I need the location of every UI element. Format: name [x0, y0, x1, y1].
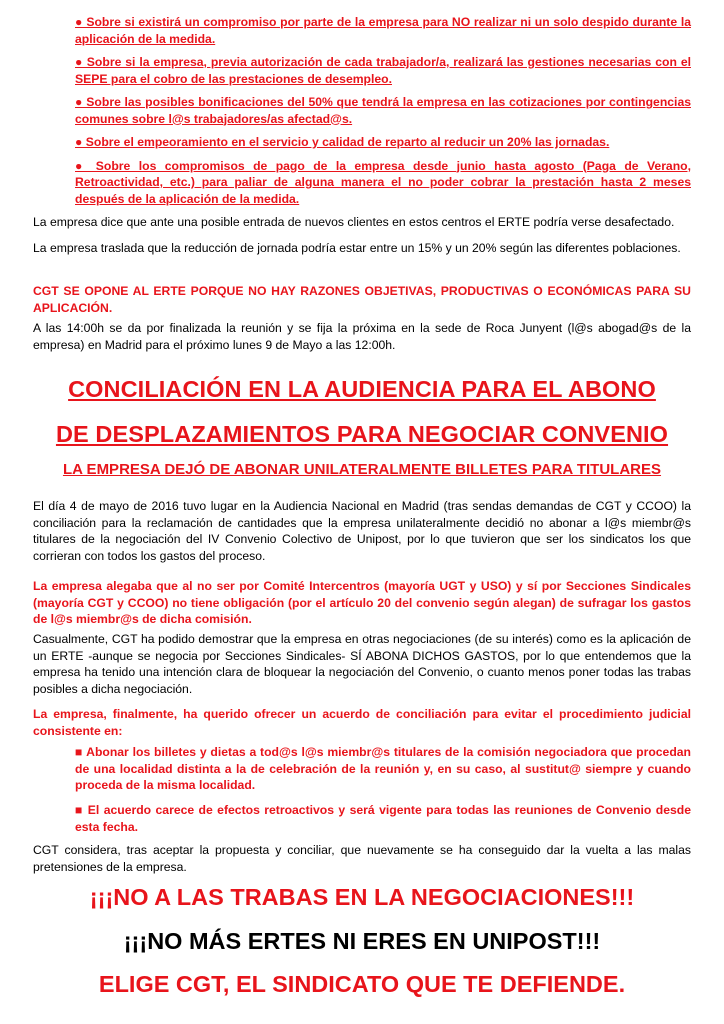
square-item-billetes: ■ Abonar los billetes y dietas a tod@s l@s miembr@s titulares de la comisión negociadora que procedan de una localidad distinta a la de celebración de la reunión y, en su caso, al sustitut@ siempre y cuando proceda de la misma localidad. — [75, 745, 691, 792]
bullet-no-despidos: ● Sobre si existirá un compromiso por parte de la empresa para NO realizar ni un solo despido durante la aplicación de la medida. — [75, 15, 691, 46]
paragraph-reduccion: La empresa traslada que la reducción de jornada podría estar entre un 15% y un 20% según las diferentes poblaciones. — [33, 241, 681, 255]
paragraph-alegaba: La empresa alegaba que al no ser por Comité Intercentros (mayoría UGT y USO) y sí por Secciones Sindicales (mayoría CGT y CCOO) no tiene obligación (por el artículo 20 del convenio según alegan) de sufragar los gastos de l@s miembr@s de dicha comisión. — [33, 579, 691, 626]
slogan-elige-cgt: ELIGE CGT, EL SINDICATO QUE TE DEFIENDE. — [98, 971, 626, 997]
subheading: LA EMPRESA DEJÓ DE ABONAR UNILATERALMENTE BILLETES PARA TITULARES — [62, 461, 662, 478]
paragraph-cgt-considera: CGT considera, tras aceptar la propuesta y conciliar, que nuevamente se ha conseguido dar la vuelta a las malas pretensiones de la empresa. — [33, 843, 691, 874]
bullet-empeoramiento: ● Sobre el empeoramiento en el servicio y calidad de reparto al reducir un 20% las jornadas. — [75, 135, 610, 149]
heading-line-1: CONCILIACIÓN EN LA AUDIENCIA PARA EL ABONO — [68, 376, 656, 402]
paragraph-clientes: La empresa dice que ante una posible entrada de nuevos clientes en estos centros el ERTE podría verse desafectado. — [33, 215, 675, 229]
slogan-no-ertes: ¡¡¡NO MÁS ERTES NI ERES EN UNIPOST!!! — [123, 928, 601, 954]
paragraph-casualmente: Casualmente, CGT ha podido demostrar que la empresa en otras negociaciones (de su interés) como es la aplicación de un ERTE -aunque se negocia por Secciones Sindicales- SÍ ABONA DICHOS GASTOS, por lo que entendemos que la empresa ha tenido una intención clara de bloquear la negociación del Convenio, o cuanto menos poner todas las trabas posibles a dicha negociación. — [33, 632, 691, 696]
bullet-compromisos-pago: ● Sobre los compromisos de pago de la empresa desde junio hasta agosto (Paga de Verano, Retroactividad, etc.) para paliar de alguna manera el no poder cobrar la prestación hasta 2 meses después de la aplicación de la medida. — [75, 158, 691, 206]
bullet-bonificaciones: ● Sobre las posibles bonificaciones del 50% que tendrá la empresa en las cotizaciones por contingencias comunes sobre l@s trabajadores/as afectad@s. — [75, 95, 691, 126]
slogan-trabas: ¡¡¡NO A LAS TRABAS EN LA NEGOCIACIONES!!! — [89, 884, 635, 910]
paragraph-cgt-opone: CGT SE OPONE AL ERTE PORQUE NO HAY RAZONES OBJETIVAS, PRODUCTIVAS O ECONÓMICAS PARA SU APLICACIÓN. — [33, 284, 691, 315]
heading-line-2: DE DESPLAZAMIENTOS PARA NEGOCIAR CONVENIO — [55, 421, 669, 447]
bullet-sepe: ● Sobre si la empresa, previa autorización de cada trabajador/a, realizará las gestiones necesarias con el SEPE para el cobro de las prestaciones de desempleo. — [75, 55, 691, 86]
square-item-retroactivos: ■ El acuerdo carece de efectos retroactivos y será vigente para todas las reuniones de Convenio desde esta fecha. — [75, 803, 691, 834]
paragraph-audiencia: El día 4 de mayo de 2016 tuvo lugar en la Audiencia Nacional en Madrid (tras sendas demandas de CGT y CCOO) la conciliación para la reclamación de cantidades que la empresa unilateralmente decidió no abonar a l@s miembr@s titulares de la negociación del IV Convenio Colectivo de Unipost, por lo que tuvieron que ser los sindicatos los que corrieran con todos los gastos del proceso. — [33, 499, 691, 563]
top-bullet-list — [75, 14, 691, 214]
paragraph-proxima-reunion: A las 14:00h se da por finalizada la reunión y se fija la próxima en la sede de Roca Junyent (l@s abogad@s de la empresa) en Madrid para el próximo lunes 9 de Mayo a las 12:00h. — [33, 321, 691, 352]
paragraph-acuerdo: La empresa, finalmente, ha querido ofrecer un acuerdo de conciliación para evitar el procedimiento judicial consistente en: — [33, 707, 691, 738]
